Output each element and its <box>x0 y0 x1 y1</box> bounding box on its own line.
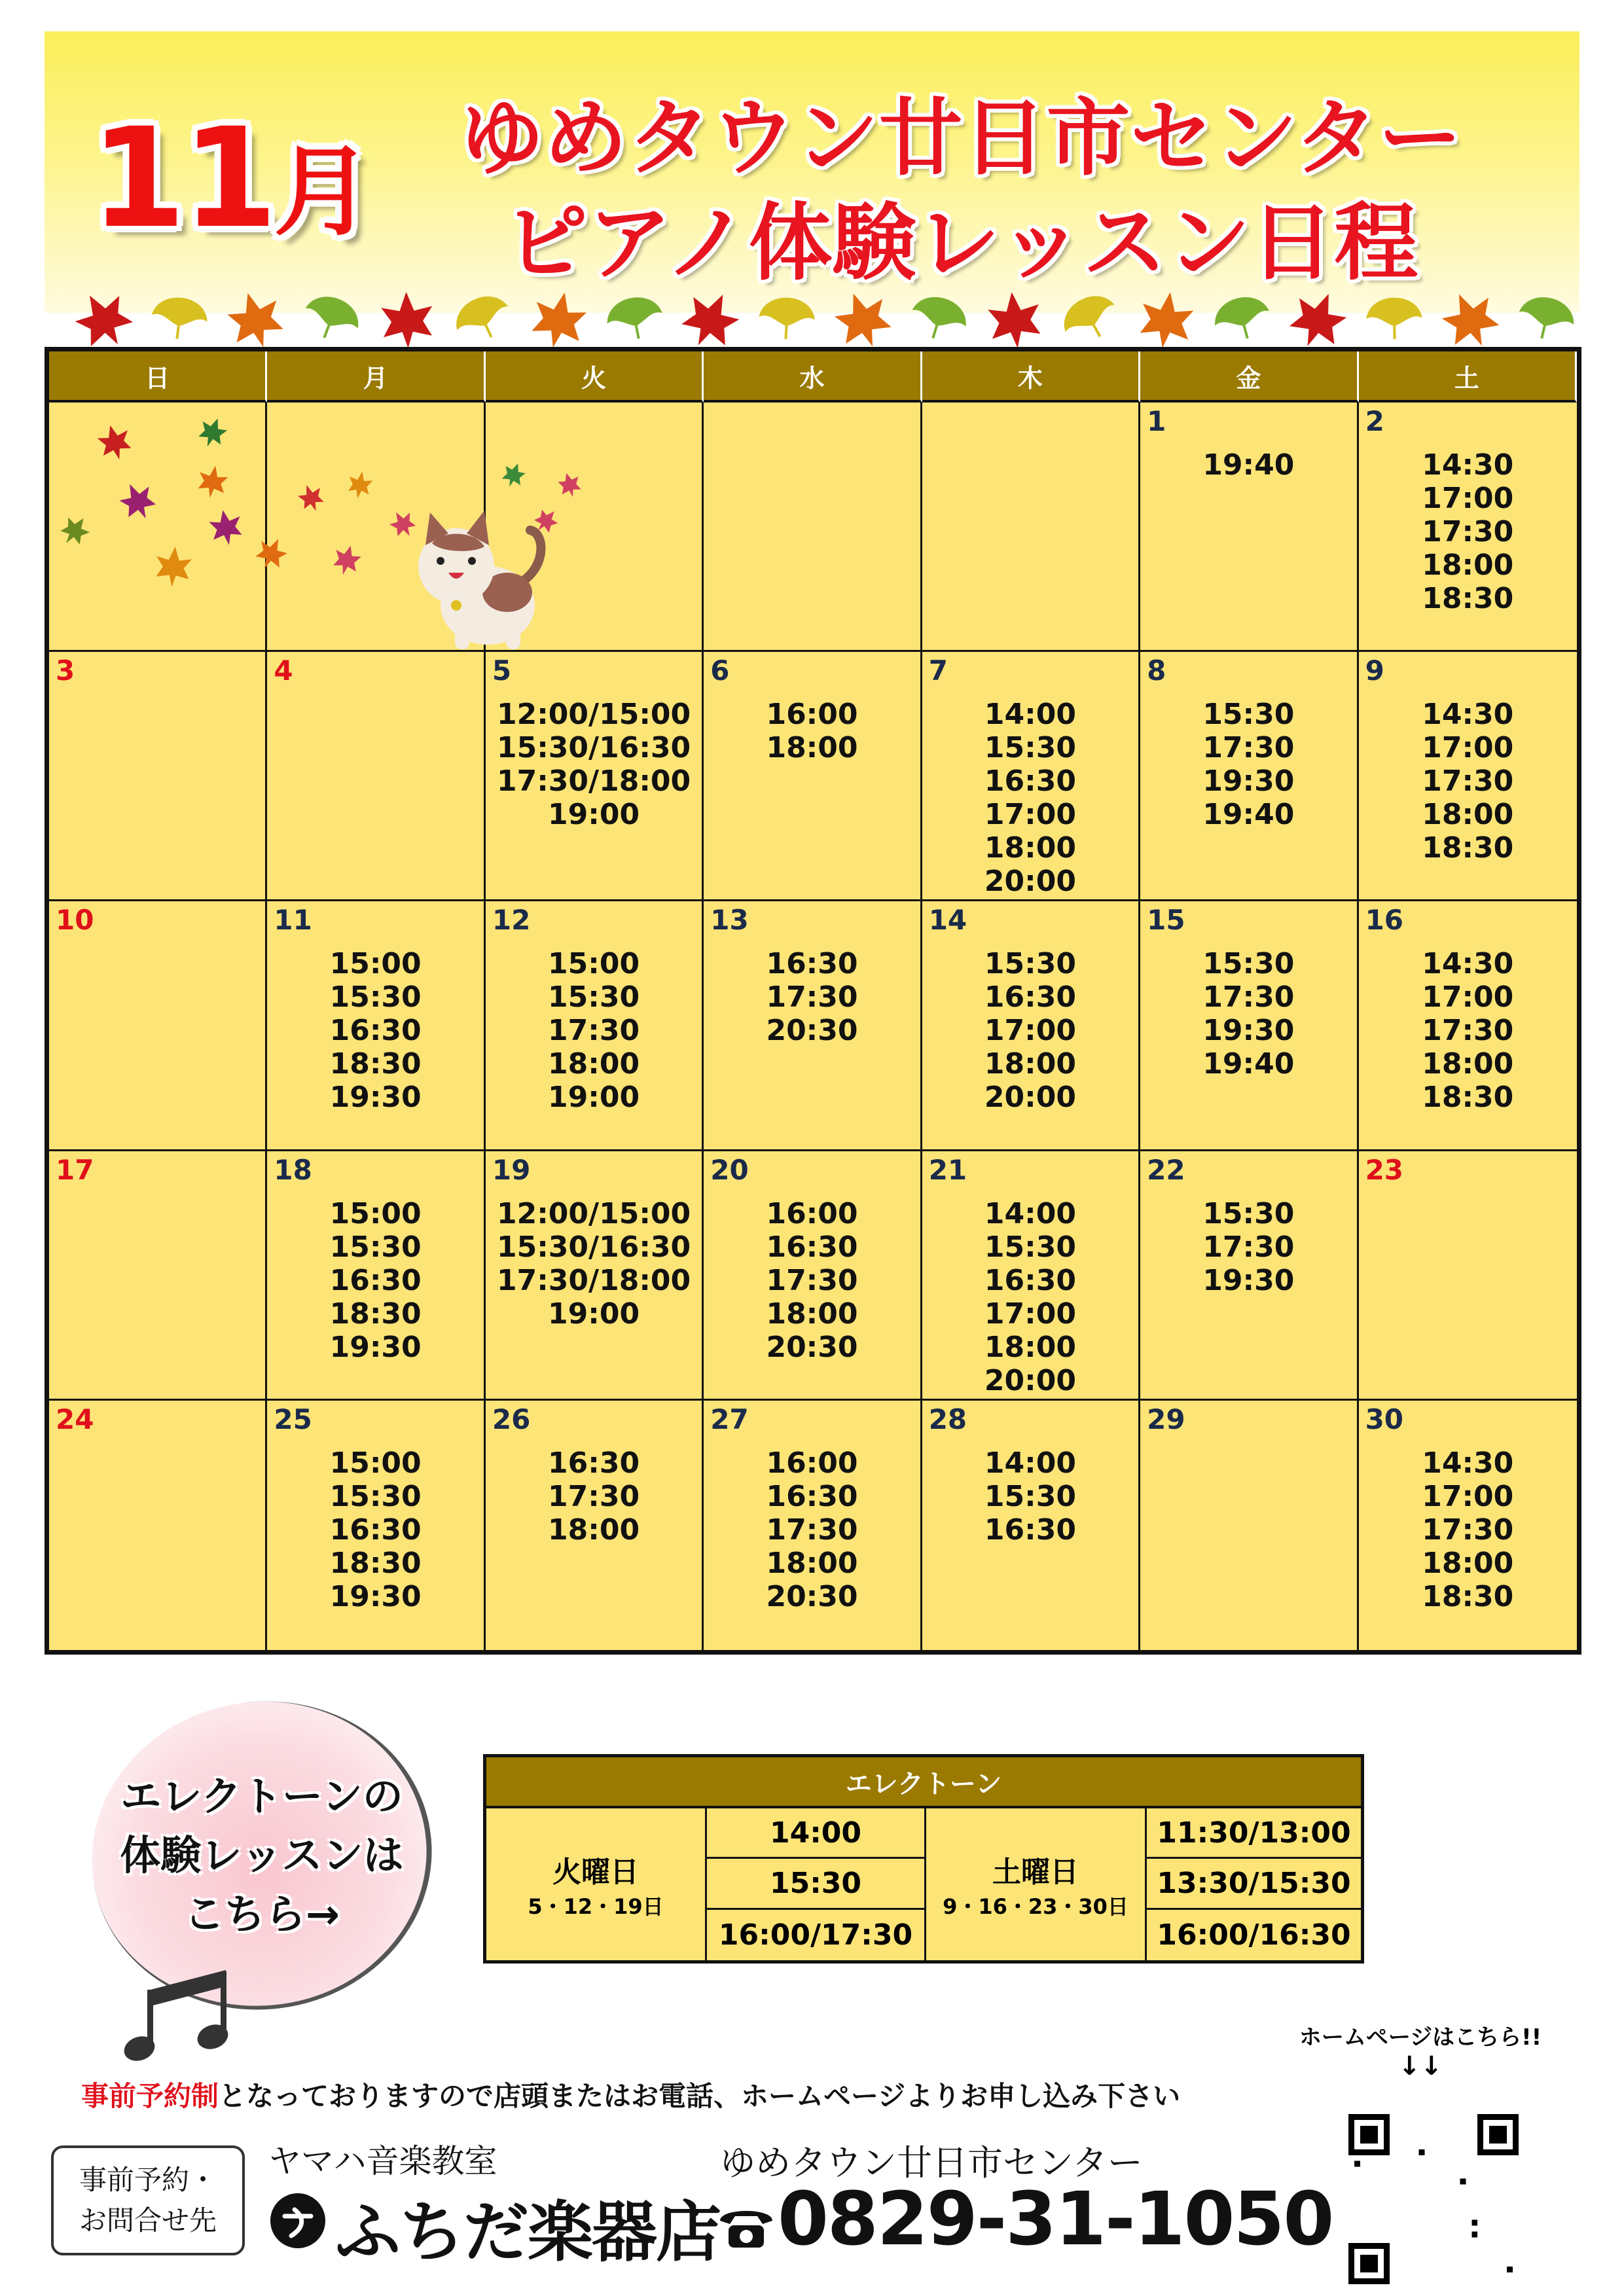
day-number: 29 <box>1147 1403 1185 1435</box>
calendar-day-cell <box>1140 901 1358 1151</box>
contact-line1: 事前予約・ <box>79 2164 217 2196</box>
ginkgo-leaf-icon <box>1362 287 1427 352</box>
lesson-time: 16:30 <box>766 1230 858 1264</box>
lesson-times <box>1140 698 1356 831</box>
lesson-time: 18:00 <box>548 1047 640 1081</box>
saturday-dates: 9・16・23・30日 <box>943 1894 1128 1919</box>
day-number: 13 <box>710 904 749 937</box>
electone-saturday <box>926 1808 1147 1960</box>
day-number: 7 <box>928 655 948 687</box>
music-notes-icon <box>115 1964 245 2068</box>
time-slot: 16:00/16:30 <box>1157 1918 1351 1952</box>
lesson-time: 18:00 <box>1422 1546 1514 1580</box>
cat-and-leaves-illustration <box>49 403 586 651</box>
tuesday-dates: 5・12・19日 <box>528 1894 664 1919</box>
lesson-time: 20:00 <box>984 1363 1076 1397</box>
lesson-time: 15:30 <box>984 731 1076 765</box>
lesson-time: 16:00 <box>766 1446 858 1480</box>
calendar-day-cell <box>1359 1401 1577 1650</box>
lesson-time: 19:30 <box>1202 1014 1295 1048</box>
shop-name: ふちだ楽器店 <box>335 2194 720 2270</box>
day-number: 4 <box>274 655 293 687</box>
lesson-times <box>1359 448 1577 615</box>
calendar-day-cell <box>486 1151 704 1401</box>
phone-number[interactable]: 0829-31-1050 <box>778 2177 1333 2262</box>
calendar-day-cell <box>922 652 1140 901</box>
lesson-time: 12:00/15:00 <box>496 698 691 732</box>
calendar-day-cell <box>1359 901 1577 1151</box>
ginkgo-leaf-icon <box>298 287 364 352</box>
promo-line2: 体験レッスンは <box>120 1831 404 1879</box>
calendar-day-cell <box>922 1151 1140 1401</box>
calendar-day-cell <box>1140 1151 1358 1401</box>
qr-code[interactable] <box>1348 2114 1519 2284</box>
lesson-time: 14:30 <box>1422 698 1514 732</box>
lesson-time: 17:00 <box>984 798 1076 832</box>
weekday-header: 日 <box>49 351 267 403</box>
time-slot: 11:30/13:00 <box>1147 1808 1361 1859</box>
calendar-day-cell <box>922 1401 1140 1650</box>
calendar-day-cell <box>1140 1401 1358 1650</box>
maple-leaf-icon <box>374 287 440 352</box>
homepage-label: ホームページはこちら!! <box>1299 2024 1542 2051</box>
calendar-day-cell <box>486 1401 704 1650</box>
lesson-times <box>704 1197 920 1364</box>
lesson-time: 15:30 <box>329 980 422 1014</box>
lesson-time: 20:30 <box>766 1014 858 1048</box>
lesson-times <box>1359 698 1577 865</box>
lesson-time: 19:40 <box>1202 1047 1295 1081</box>
lesson-time: 15:30 <box>984 1230 1076 1264</box>
time-slot: 13:30/15:30 <box>1147 1859 1361 1909</box>
reservation-note <box>81 2075 1180 2114</box>
lesson-time: 17:30 <box>1202 980 1295 1014</box>
lesson-time: 16:30 <box>984 1263 1076 1297</box>
lesson-time: 17:30 <box>1422 515 1514 548</box>
lesson-time: 18:00 <box>766 1546 858 1580</box>
ginkgo-leaf-icon <box>1058 287 1123 352</box>
lesson-time: 17:30 <box>548 1014 640 1048</box>
day-number: 20 <box>710 1153 749 1186</box>
day-number: 21 <box>928 1153 967 1186</box>
promo-line1: エレクトーンの <box>120 1772 403 1820</box>
lesson-times <box>267 1197 483 1364</box>
lesson-time: 18:30 <box>1422 831 1514 865</box>
calendar-day-cell <box>704 403 922 652</box>
lesson-times <box>922 947 1138 1114</box>
lesson-time: 14:30 <box>1422 1446 1514 1480</box>
lesson-time: 18:00 <box>766 1297 858 1331</box>
weekday-header: 木 <box>922 351 1140 403</box>
electone-promo-text[interactable] <box>92 1767 432 1944</box>
lesson-time: 19:30 <box>329 1330 422 1364</box>
lesson-time: 16:00 <box>766 1196 858 1230</box>
month-number: 11 <box>90 98 274 259</box>
lesson-time: 17:00 <box>1422 1479 1514 1513</box>
lesson-time: 18:00 <box>984 831 1076 865</box>
calendar-day-cell <box>49 1401 267 1650</box>
calendar-day-cell <box>49 652 267 901</box>
lesson-time: 16:30 <box>548 1446 640 1480</box>
lesson-time: 14:00 <box>984 698 1076 732</box>
contact-line2: お問合せ先 <box>79 2204 217 2236</box>
lesson-time: 15:30 <box>329 1479 422 1513</box>
lesson-time: 15:00 <box>329 1446 422 1480</box>
day-number: 18 <box>274 1153 312 1186</box>
scattered-leaves <box>56 414 583 588</box>
tuesday-times <box>707 1808 926 1960</box>
lesson-time: 17:30 <box>1422 1014 1514 1048</box>
day-number: 9 <box>1365 655 1384 687</box>
lesson-times <box>1359 947 1577 1114</box>
lesson-time: 15:00 <box>329 1196 422 1230</box>
day-number: 22 <box>1147 1153 1185 1186</box>
lesson-time: 17:30 <box>1202 1230 1295 1264</box>
lesson-times <box>267 947 483 1114</box>
day-number: 25 <box>274 1403 312 1435</box>
lesson-time: 18:00 <box>1422 1047 1514 1081</box>
calendar-day-cell <box>922 403 1140 652</box>
lesson-time: 16:30 <box>766 1479 858 1513</box>
header-banner <box>45 31 1579 313</box>
lesson-time: 15:30 <box>548 980 640 1014</box>
lesson-times <box>1359 1446 1577 1613</box>
day-number: 12 <box>492 904 531 937</box>
lesson-time: 20:00 <box>984 865 1076 899</box>
lesson-times <box>486 698 702 831</box>
day-number: 6 <box>710 655 730 687</box>
contact-box <box>51 2145 245 2255</box>
lesson-times <box>1140 448 1356 482</box>
lesson-times <box>486 947 702 1114</box>
calendar-day-cell <box>49 901 267 1151</box>
calendar-day-cell <box>1359 1151 1577 1401</box>
day-number: 1 <box>1147 405 1166 437</box>
ginkgo-leaf-icon <box>602 287 668 352</box>
calendar-day-cell <box>922 901 1140 1151</box>
lesson-times <box>1140 947 1356 1081</box>
saturday-label: 土曜日 <box>992 1856 1079 1889</box>
calendar-day-cell <box>704 1151 922 1401</box>
lesson-time: 19:30 <box>329 1579 422 1613</box>
lesson-time: 16:30 <box>984 980 1076 1014</box>
lesson-times <box>704 698 920 764</box>
calendar-day-cell <box>1359 403 1577 652</box>
lesson-time: 14:30 <box>1422 947 1514 981</box>
cat-illustration <box>418 511 541 649</box>
month-label <box>90 98 372 259</box>
lesson-time: 15:30 <box>984 1479 1076 1513</box>
electone-table-header: エレクトーン <box>486 1757 1361 1808</box>
calendar-day-cell <box>1140 403 1358 652</box>
ginkgo-leaf-icon <box>754 287 820 352</box>
lesson-time: 15:30 <box>329 1230 422 1264</box>
lesson-time: 19:30 <box>1202 1263 1295 1297</box>
ginkgo-leaf-icon <box>450 287 516 352</box>
lesson-time: 19:30 <box>329 1081 422 1115</box>
day-number: 11 <box>274 904 312 937</box>
lesson-time: 15:30 <box>1202 947 1295 981</box>
lesson-times <box>922 1446 1138 1547</box>
lesson-time: 16:30 <box>984 764 1076 798</box>
lesson-time: 15:00 <box>329 947 422 981</box>
time-slot: 16:00/17:30 <box>718 1918 913 1952</box>
lesson-time: 19:30 <box>1202 764 1295 798</box>
maple-leaf-icon <box>830 287 895 352</box>
lesson-time: 17:30 <box>766 980 858 1014</box>
lesson-time: 20:30 <box>766 1330 858 1364</box>
calendar-day-cell <box>267 1401 485 1650</box>
lesson-times <box>704 1446 920 1613</box>
day-number: 26 <box>492 1403 531 1435</box>
maple-leaf-icon <box>526 287 592 352</box>
lesson-time: 17:30 <box>1202 731 1295 765</box>
time-slot: 15:30 <box>707 1859 924 1909</box>
lesson-time: 16:00 <box>766 698 858 732</box>
lesson-time: 19:00 <box>548 1297 640 1331</box>
lesson-time: 17:30 <box>548 1479 640 1513</box>
calendar-day-cell <box>267 652 485 901</box>
lesson-time: 17:30 <box>1422 1513 1514 1547</box>
ginkgo-leaf-icon <box>147 287 212 352</box>
lesson-time: 17:00 <box>984 1297 1076 1331</box>
saturday-times <box>1147 1808 1361 1960</box>
lesson-times <box>486 1197 702 1331</box>
day-number: 10 <box>56 904 94 937</box>
lesson-time: 19:00 <box>548 1081 640 1115</box>
maple-leaf-icon <box>1437 287 1503 352</box>
lesson-time: 15:00 <box>548 947 640 981</box>
lesson-time: 15:30/16:30 <box>496 1230 691 1264</box>
fuchida-logo-icon <box>268 2191 327 2250</box>
lesson-time: 15:30 <box>1202 698 1295 732</box>
lesson-time: 16:30 <box>329 1014 422 1048</box>
weekday-header: 水 <box>704 351 922 403</box>
day-number: 23 <box>1365 1153 1404 1186</box>
lesson-times <box>1140 1197 1356 1297</box>
lesson-time: 18:30 <box>1422 582 1514 615</box>
ginkgo-leaf-icon <box>1210 287 1275 352</box>
lesson-time: 14:00 <box>984 1446 1076 1480</box>
reservation-emphasis: 事前予約制 <box>81 2080 219 2112</box>
weekday-header: 月 <box>267 351 485 403</box>
lesson-times <box>704 947 920 1047</box>
lesson-time: 18:30 <box>329 1047 422 1081</box>
lesson-time: 16:30 <box>329 1263 422 1297</box>
lesson-time: 18:00 <box>984 1047 1076 1081</box>
lesson-time: 16:30 <box>766 947 858 981</box>
day-number: 30 <box>1365 1403 1404 1435</box>
lesson-time: 15:30 <box>984 947 1076 981</box>
lesson-time: 17:00 <box>1422 731 1514 765</box>
lesson-time: 18:30 <box>329 1546 422 1580</box>
down-arrows-icon: ↓↓ <box>1398 2051 1443 2081</box>
weekday-header: 土 <box>1359 351 1577 403</box>
calendar-day-cell <box>704 652 922 901</box>
maple-leaf-icon <box>223 287 288 352</box>
day-number: 28 <box>928 1403 967 1435</box>
day-number: 24 <box>56 1403 94 1435</box>
telephone-icon <box>717 2204 776 2250</box>
title-line1: ゆめタウン廿日市センター <box>460 90 1462 187</box>
lesson-time: 18:00 <box>766 731 858 765</box>
day-number: 8 <box>1147 655 1166 687</box>
day-number: 5 <box>492 655 512 687</box>
homepage-callout <box>1296 2019 1545 2081</box>
lesson-time: 19:40 <box>1202 798 1295 832</box>
ginkgo-leaf-icon <box>906 287 971 352</box>
lesson-time: 18:00 <box>1422 548 1514 582</box>
calendar-day-cell <box>49 1151 267 1401</box>
lesson-time: 12:00/15:00 <box>496 1196 691 1230</box>
tuesday-label: 火曜日 <box>552 1856 639 1889</box>
lesson-times <box>922 1197 1138 1397</box>
calendar-day-cell <box>1359 652 1577 901</box>
lesson-time: 20:00 <box>984 1081 1076 1115</box>
lesson-time: 17:00 <box>1422 482 1514 515</box>
lesson-time: 16:30 <box>984 1513 1076 1547</box>
lesson-times <box>267 1446 483 1613</box>
day-number: 19 <box>492 1153 531 1186</box>
day-number: 3 <box>56 655 75 687</box>
lesson-time: 19:40 <box>1202 448 1295 482</box>
lesson-time: 17:30 <box>766 1263 858 1297</box>
calendar-day-cell <box>267 901 485 1151</box>
lesson-time: 18:30 <box>1422 1579 1514 1613</box>
lesson-time: 18:00 <box>1422 798 1514 832</box>
maple-leaf-icon <box>71 287 136 352</box>
day-number: 27 <box>710 1403 749 1435</box>
lesson-time: 17:30/18:00 <box>496 1263 691 1297</box>
maple-leaf-icon <box>1286 287 1351 352</box>
calendar-day-cell <box>486 901 704 1151</box>
calendar-day-cell <box>704 1401 922 1650</box>
lesson-time: 17:30 <box>1422 764 1514 798</box>
calendar-day-cell <box>486 652 704 901</box>
maple-leaf-icon <box>1134 287 1199 352</box>
calendar-day-cell <box>704 901 922 1151</box>
ginkgo-leaf-icon <box>1513 287 1579 352</box>
lesson-times <box>922 698 1138 898</box>
day-number: 15 <box>1147 904 1185 937</box>
weekday-header: 火 <box>486 351 704 403</box>
lesson-time: 17:30 <box>766 1513 858 1547</box>
time-slot: 14:00 <box>707 1808 924 1859</box>
month-unit: 月 <box>274 135 372 249</box>
day-number: 14 <box>928 904 967 937</box>
lesson-time: 17:30/18:00 <box>496 764 691 798</box>
lesson-time: 18:30 <box>1422 1081 1514 1115</box>
reservation-rest: となっておりますので店頭またはお電話、ホームページよりお申し込み下さい <box>219 2080 1181 2112</box>
weekday-header: 金 <box>1140 351 1358 403</box>
lesson-time: 18:00 <box>984 1330 1076 1364</box>
maple-leaf-icon <box>678 287 744 352</box>
day-number: 17 <box>56 1153 94 1186</box>
title-line2: ピアノ体験レッスン日程 <box>503 194 1418 292</box>
center-name: ゆめタウン廿日市センター <box>720 2142 1143 2183</box>
calendar-day-cell <box>267 1151 485 1401</box>
lesson-time: 14:30 <box>1422 448 1514 482</box>
electone-schedule-table <box>483 1754 1364 1964</box>
calendar-day-cell <box>1140 652 1358 901</box>
lesson-time: 14:00 <box>984 1196 1076 1230</box>
promo-line3: こちら→ <box>184 1890 340 1938</box>
lesson-time: 15:30/16:30 <box>496 731 691 765</box>
lesson-time: 15:30 <box>1202 1196 1295 1230</box>
lesson-time: 20:30 <box>766 1579 858 1613</box>
school-name: ヤマハ音楽教室 <box>268 2142 497 2180</box>
lesson-time: 17:00 <box>984 1014 1076 1048</box>
day-number: 16 <box>1365 904 1404 937</box>
maple-leaf-icon <box>982 287 1047 352</box>
lesson-time: 18:00 <box>548 1513 640 1547</box>
lesson-time: 17:00 <box>1422 980 1514 1014</box>
day-number: 2 <box>1365 405 1384 437</box>
electone-tuesday <box>486 1808 707 1960</box>
lesson-time: 19:00 <box>548 798 640 832</box>
lesson-time: 16:30 <box>329 1513 422 1547</box>
lesson-time: 18:30 <box>329 1297 422 1331</box>
lesson-times <box>486 1446 702 1547</box>
